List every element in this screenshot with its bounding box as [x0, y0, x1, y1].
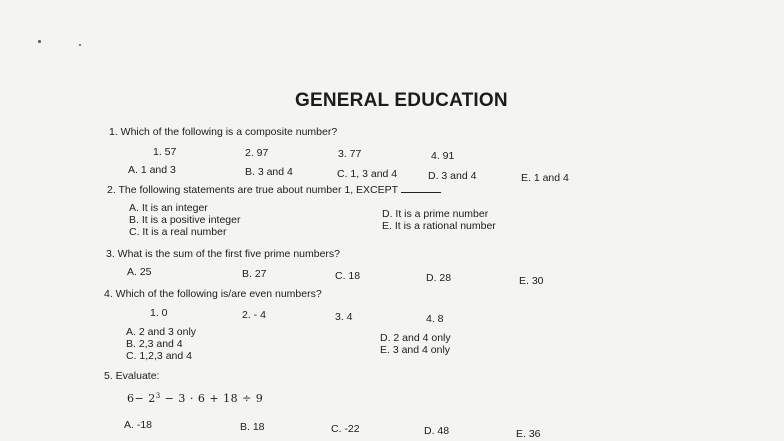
math-expression — [127, 393, 263, 405]
q5-choice-d: D. 48 — [424, 425, 450, 437]
q4-choice-e: E. 3 and 4 only — [380, 344, 451, 356]
q4-item: 3. 4 — [335, 311, 353, 323]
q3-choice-a: A. 25 — [127, 266, 152, 278]
q1-choice-c: C. 1, 3 and 4 — [337, 168, 398, 180]
q4-item: 1. 0 — [150, 307, 168, 319]
q3-choice-d: D. 28 — [426, 272, 452, 284]
scan-speck — [38, 40, 41, 43]
question-3: 3. What is the sum of the first five prime numbers? — [106, 248, 341, 260]
q2-choice-c: C. It is a real number — [129, 226, 227, 238]
q1-item: 1. 57 — [153, 146, 177, 158]
answer-blank — [401, 183, 441, 193]
q5-choice-e: E. 36 — [516, 428, 541, 440]
question-2-text: 2. The following statements are true about number 1, EXCEPT — [107, 184, 399, 196]
q5-choice-c: C. -22 — [331, 423, 360, 435]
q3-choice-b: B. 27 — [242, 268, 267, 280]
q1-choice-b: B. 3 and 4 — [245, 166, 293, 178]
question-2 — [107, 183, 441, 196]
scan-speck — [79, 44, 81, 46]
q2-choice-e: E. It is a rational number — [382, 220, 496, 232]
page-title: GENERAL EDUCATION — [295, 90, 508, 111]
question-4: 4. Which of the following is/are even numbers? — [104, 288, 322, 300]
q5-choice-b: B. 18 — [240, 421, 265, 433]
q4-item: 2. - 4 — [242, 309, 266, 321]
q1-item: 2. 97 — [245, 147, 269, 159]
q5-choice-a: A. -18 — [124, 419, 153, 431]
q4-choice-d: D. 2 and 4 only — [380, 332, 451, 344]
expression-rest: − 3 · 6 + 18 ÷ 9 — [160, 392, 264, 405]
q4-choice-c: C. 1,2,3 and 4 — [126, 350, 192, 362]
q2-choice-d: D. It is a prime number — [382, 208, 489, 220]
q4-choice-a: A. 2 and 3 only — [126, 326, 197, 338]
q1-choice-d: D. 3 and 4 — [428, 170, 477, 182]
question-5: 5. Evaluate: — [104, 370, 160, 382]
q4-choice-b: B. 2,3 and 4 — [126, 338, 183, 350]
expression-base: 6− 2 — [127, 392, 156, 405]
q1-choice-e: E. 1 and 4 — [521, 172, 569, 184]
q3-choice-e: E. 30 — [519, 275, 544, 287]
q1-choice-a: A. 1 and 3 — [128, 164, 176, 176]
question-1: 1. Which of the following is a composite number? — [109, 126, 338, 138]
q1-item: 3. 77 — [338, 148, 362, 160]
q3-choice-c: C. 18 — [335, 270, 361, 282]
q1-item: 4. 91 — [431, 150, 455, 162]
expression-exponent: 3 — [155, 392, 161, 400]
q2-choice-b: B. It is a positive integer — [129, 214, 241, 226]
q4-item: 4. 8 — [426, 313, 444, 325]
q2-choice-a: A. It is an integer — [129, 202, 208, 214]
